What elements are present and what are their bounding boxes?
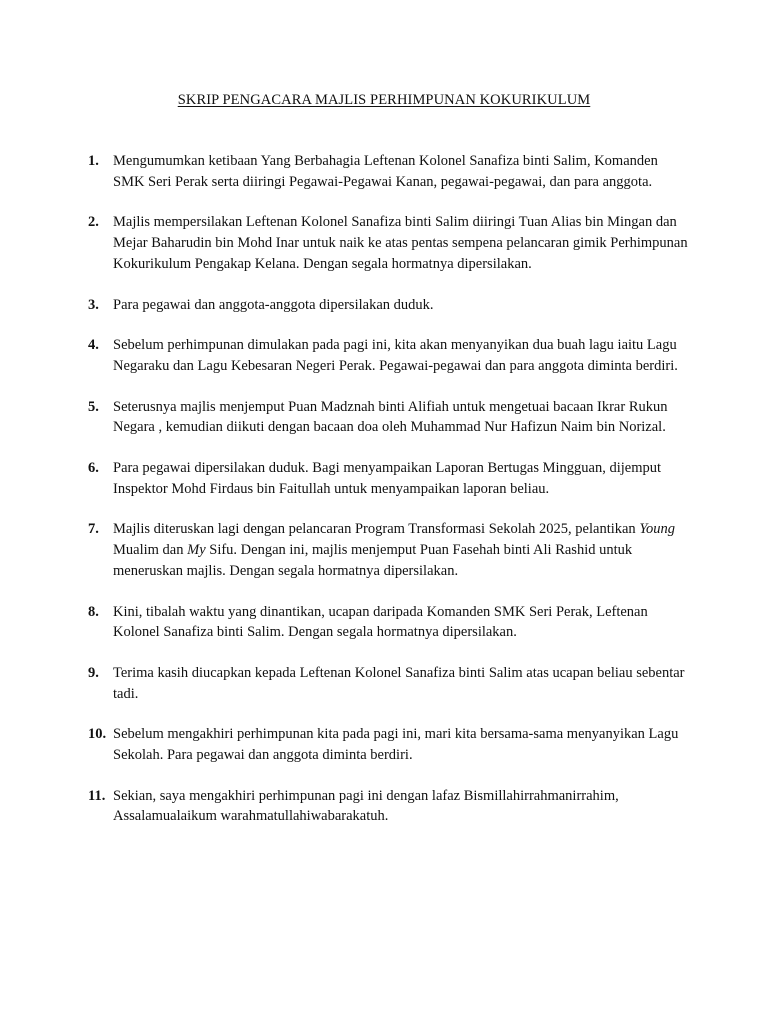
item-text: Para pegawai dan anggota-anggota dipersilakan duduk.: [113, 296, 434, 313]
script-list: [88, 151, 688, 847]
item-text-italic: My: [187, 542, 206, 559]
item-number: 11.: [88, 787, 106, 804]
item-text-italic: Young: [639, 521, 676, 538]
list-item: [88, 295, 688, 316]
item-number: 7.: [88, 521, 99, 538]
list-item: [88, 724, 688, 765]
list-item: [88, 786, 688, 827]
item-text: Mengumumkan ketibaan Yang Berbahagia Leftenan Kolonel Sanafiza binti Salim, Komanden SMK Seri Perak serta diiringi Pegawai-Pegawai Kanan, pegawai-pegawai, dan para anggota.: [113, 153, 658, 190]
list-item: [88, 397, 688, 438]
list-item: [88, 602, 688, 643]
item-number: 4.: [88, 337, 99, 354]
list-item: [88, 151, 688, 192]
item-text: Sekian, saya mengakhiri perhimpunan pagi ini dengan lafaz Bismillahirrahmanirrahim, Assalamualaikum warahmatullahiwabarakatuh.: [113, 787, 619, 825]
item-number: 2.: [88, 214, 99, 231]
item-number: 9.: [88, 664, 99, 681]
list-item: [88, 663, 688, 704]
item-text: Seterusnya majlis menjemput Puan Madznah binti Alifiah untuk mengetuai bacaan Ikrar Rukun Negara , kemudian diikuti dengan bacaan doa oleh Muhammad Nur Hafizun Naim bin Norizal.: [113, 398, 668, 436]
item-text: Sebelum mengakhiri perhimpunan kita pada pagi ini, mari kita bersama-sama menyanyikan Lagu Sekolah. Para pegawai dan anggota diminta berdiri.: [113, 726, 679, 764]
list-item: [88, 212, 688, 274]
item-text: Kini, tibalah waktu yang dinantikan, ucapan daripada Komanden SMK Seri Perak, Leftenan Kolonel Sanafiza binti Salim. Dengan segala hormatnya dipersilakan.: [113, 603, 648, 641]
item-number: 6.: [88, 460, 99, 477]
list-item: [88, 519, 688, 581]
item-text: Majlis mempersilakan Leftenan Kolonel Sanafiza binti Salim diiringi Tuan Alias bin Mingan dan Mejar Baharudin bin Mohd Inar untuk naik ke atas pentas sempena pelancaran gimik Perhimpunan Kokurikulum Pengakap Kelana. Dengan segala hormatnya dipersilakan.: [113, 214, 688, 272]
item-text-part: Majlis diteruskan lagi dengan pelancaran Program Transformasi Sekolah 2025, pelantikan: [113, 521, 640, 538]
item-number: 3.: [88, 296, 99, 313]
item-number: 5.: [88, 398, 99, 415]
item-text-part: Mualim dan: [113, 542, 188, 559]
list-item: [88, 458, 688, 499]
document-title: SKRIP PENGACARA MAJLIS PERHIMPUNAN KOKURIKULUM: [177, 92, 591, 108]
item-text: Para pegawai dipersilakan duduk. Bagi menyampaikan Laporan Bertugas Mingguan, dijemput Inspektor Mohd Firdaus bin Faitullah untuk menyampaikan laporan beliau.: [113, 460, 662, 497]
item-text: [113, 519, 688, 581]
item-number: 1.: [88, 153, 99, 169]
item-text: Sebelum perhimpunan dimulakan pada pagi ini, kita akan menyanyikan dua buah lagu iaitu Lagu Negaraku dan Lagu Kebesaran Negeri Perak. Pegawai-pegawai dan para anggota diminta berdiri.: [113, 337, 678, 374]
list-item: [88, 335, 688, 376]
item-number: 8.: [88, 603, 99, 620]
item-number: 10.: [88, 726, 107, 743]
item-text-part: Sifu. Dengan ini, majlis menjemput Puan Fasehah binti Ali Rashid untuk meneruskan majlis. Dengan segala hormatnya dipersilakan.: [113, 542, 633, 579]
item-text: Terima kasih diucapkan kepada Leftenan Kolonel Sanafiza binti Salim atas ucapan beliau sebentar tadi.: [113, 664, 685, 702]
